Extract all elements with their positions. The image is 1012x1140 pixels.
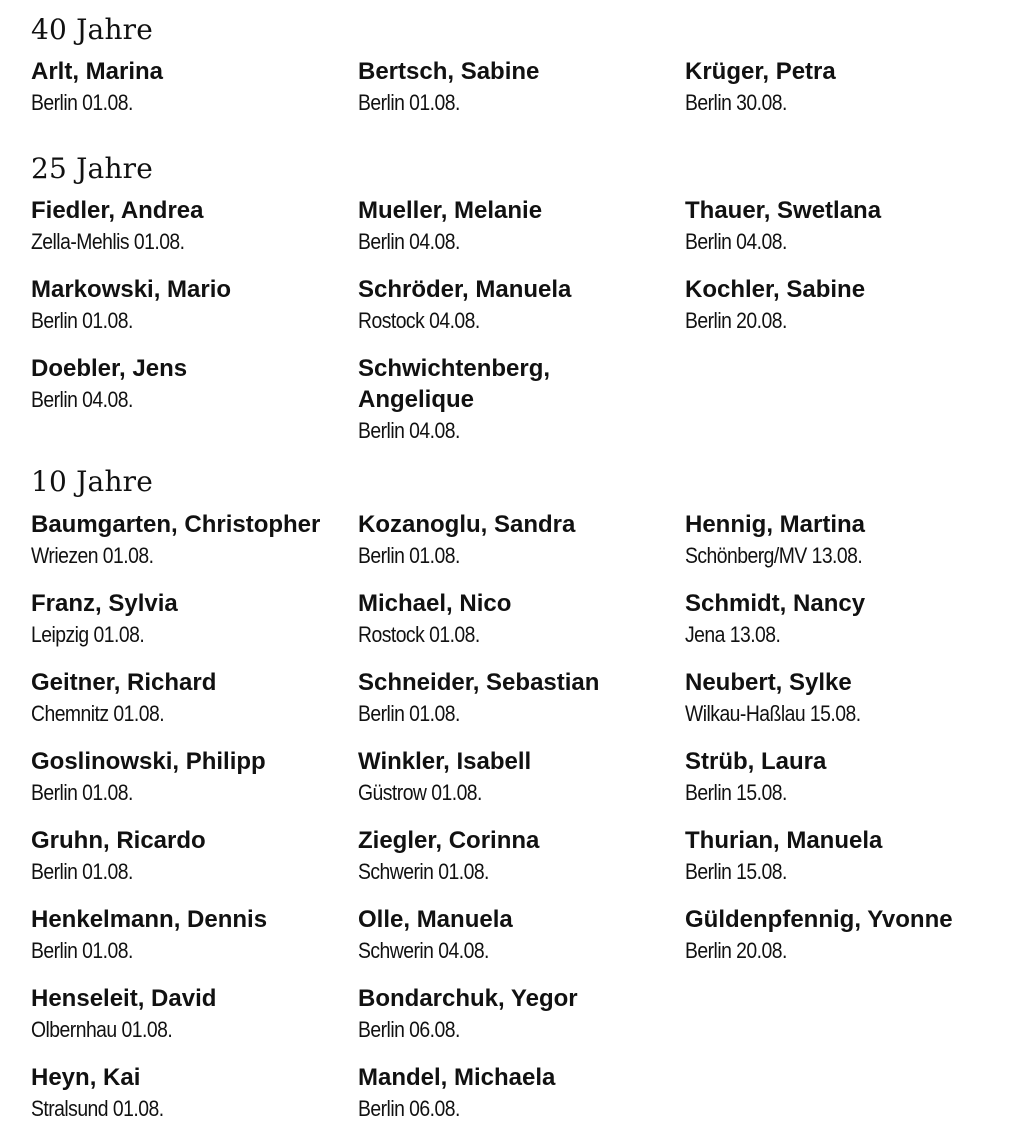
list-item	[31, 353, 187, 415]
employee-place-date: Berlin 01.08.	[31, 780, 133, 805]
employee-place-date: Berlin 04.08.	[358, 229, 460, 254]
employee-place-date: Berlin 06.08.	[358, 1017, 460, 1042]
employee-place-date: Berlin 20.08.	[685, 308, 787, 333]
employee-place-date: Zella-Mehlis 01.08.	[31, 229, 185, 254]
employee-place-date: Berlin 01.08.	[31, 308, 133, 333]
employee-place-date: Berlin 30.08.	[685, 90, 787, 115]
list-item	[358, 509, 575, 571]
list-item	[685, 195, 881, 257]
employee-place-date: Berlin 04.08.	[685, 229, 787, 254]
list-item	[685, 274, 865, 336]
list-item	[358, 56, 539, 118]
employee-place-date: Berlin 04.08.	[31, 387, 133, 412]
employee-place-date: Schwerin 04.08.	[358, 938, 489, 963]
section-title-25-jahre: 25 Jahre	[31, 152, 154, 185]
employee-place-date: Schönberg/MV 13.08.	[685, 543, 863, 568]
employee-name: Winkler, Isabell	[358, 748, 532, 775]
employee-place-date: Olbernhau 01.08.	[31, 1017, 173, 1042]
list-item	[31, 56, 163, 118]
list-item	[685, 746, 826, 808]
list-item	[685, 509, 886, 571]
employee-name: Henseleit, David	[31, 985, 217, 1012]
employee-name: Baumgarten, Christopher	[31, 511, 321, 538]
employee-name-continued: Angelique	[358, 386, 475, 413]
employee-place-date: Berlin 01.08.	[358, 543, 460, 568]
employee-place-date: Berlin 01.08.	[358, 701, 460, 726]
list-item	[31, 983, 216, 1045]
employee-name: Hennig, Martina	[685, 511, 866, 538]
employee-place-date: Rostock 04.08.	[358, 308, 480, 333]
employee-place-date: Berlin 01.08.	[31, 938, 133, 963]
list-item	[358, 904, 513, 966]
list-item	[685, 904, 953, 966]
employee-name: Schröder, Manuela	[358, 276, 572, 303]
list-item	[31, 509, 320, 571]
list-item	[31, 904, 267, 966]
employee-place-date: Leipzig 01.08.	[31, 622, 145, 647]
employee-name: Neubert, Sylke	[685, 669, 852, 696]
employee-place-date: Berlin 01.08.	[31, 90, 133, 115]
list-item	[358, 195, 542, 257]
employee-name: Arlt, Marina	[31, 58, 164, 85]
list-item	[31, 667, 216, 729]
employee-name: Franz, Sylvia	[31, 590, 178, 617]
employee-place-date: Berlin 15.08.	[685, 780, 787, 805]
employee-name: Fiedler, Andrea	[31, 197, 204, 224]
employee-name: Markowski, Mario	[31, 276, 232, 303]
employee-place-date: Berlin 01.08.	[358, 90, 460, 115]
employee-place-date: Chemnitz 01.08.	[31, 701, 165, 726]
employee-place-date: Berlin 20.08.	[685, 938, 787, 963]
employee-name: Schmidt, Nancy	[685, 590, 866, 617]
list-item	[31, 825, 206, 887]
employee-place-date: Jena 13.08.	[685, 622, 781, 647]
list-item	[358, 588, 511, 650]
employee-name: Schneider, Sebastian	[358, 669, 600, 696]
employee-place-date: Berlin 04.08.	[358, 418, 460, 443]
list-item	[31, 588, 178, 650]
list-item	[358, 746, 531, 808]
employee-name: Krüger, Petra	[685, 58, 836, 85]
employee-name: Mandel, Michaela	[358, 1064, 556, 1091]
employee-place-date: Güstrow 01.08.	[358, 780, 482, 805]
list-item	[31, 746, 266, 808]
employee-name: Henkelmann, Dennis	[31, 906, 268, 933]
employee-place-date: Berlin 01.08.	[31, 859, 133, 884]
employee-place-date: Wilkau-Haßlau 15.08.	[685, 701, 861, 726]
section-title-40-jahre: 40 Jahre	[31, 13, 154, 46]
employee-name: Goslinowski, Philipp	[31, 748, 266, 775]
employee-name: Mueller, Melanie	[358, 197, 543, 224]
list-item	[685, 825, 882, 887]
employee-place-date: Schwerin 01.08.	[358, 859, 489, 884]
list-item	[358, 667, 599, 729]
employee-name: Kozanoglu, Sandra	[358, 511, 576, 538]
employee-name: Güldenpfennig, Yvonne	[685, 906, 953, 933]
list-item	[685, 56, 836, 118]
employee-name: Ziegler, Corinna	[358, 827, 540, 854]
list-item	[31, 1062, 182, 1124]
employee-name: Doebler, Jens	[31, 355, 188, 382]
list-item	[358, 274, 571, 336]
employee-place-date: Rostock 01.08.	[358, 622, 480, 647]
employee-name: Olle, Manuela	[358, 906, 513, 933]
employee-name: Strüb, Laura	[685, 748, 827, 775]
list-item	[358, 353, 550, 446]
employee-name: Thauer, Swetlana	[685, 197, 882, 224]
employee-name: Kochler, Sabine	[685, 276, 866, 303]
employee-name: Michael, Nico	[358, 590, 512, 617]
section-title-10-jahre: 10 Jahre	[31, 465, 154, 498]
employee-place-date: Berlin 15.08.	[685, 859, 787, 884]
employee-place-date: Berlin 06.08.	[358, 1096, 460, 1121]
employee-name: Geitner, Richard	[31, 669, 217, 696]
list-item	[358, 825, 539, 887]
employee-name: Schwichtenberg,	[358, 355, 551, 382]
list-item	[685, 588, 865, 650]
list-item	[31, 195, 205, 257]
list-item	[31, 274, 231, 336]
employee-name: Bertsch, Sabine	[358, 58, 540, 85]
employee-name: Heyn, Kai	[31, 1064, 141, 1091]
employee-name: Bondarchuk, Yegor	[358, 985, 578, 1012]
list-item	[358, 1062, 555, 1124]
list-item	[685, 667, 885, 729]
list-item	[358, 983, 578, 1045]
employee-name: Thurian, Manuela	[685, 827, 883, 854]
employee-place-date: Wriezen 01.08.	[31, 543, 154, 568]
employee-name: Gruhn, Ricardo	[31, 827, 206, 854]
employee-place-date: Stralsund 01.08.	[31, 1096, 164, 1121]
